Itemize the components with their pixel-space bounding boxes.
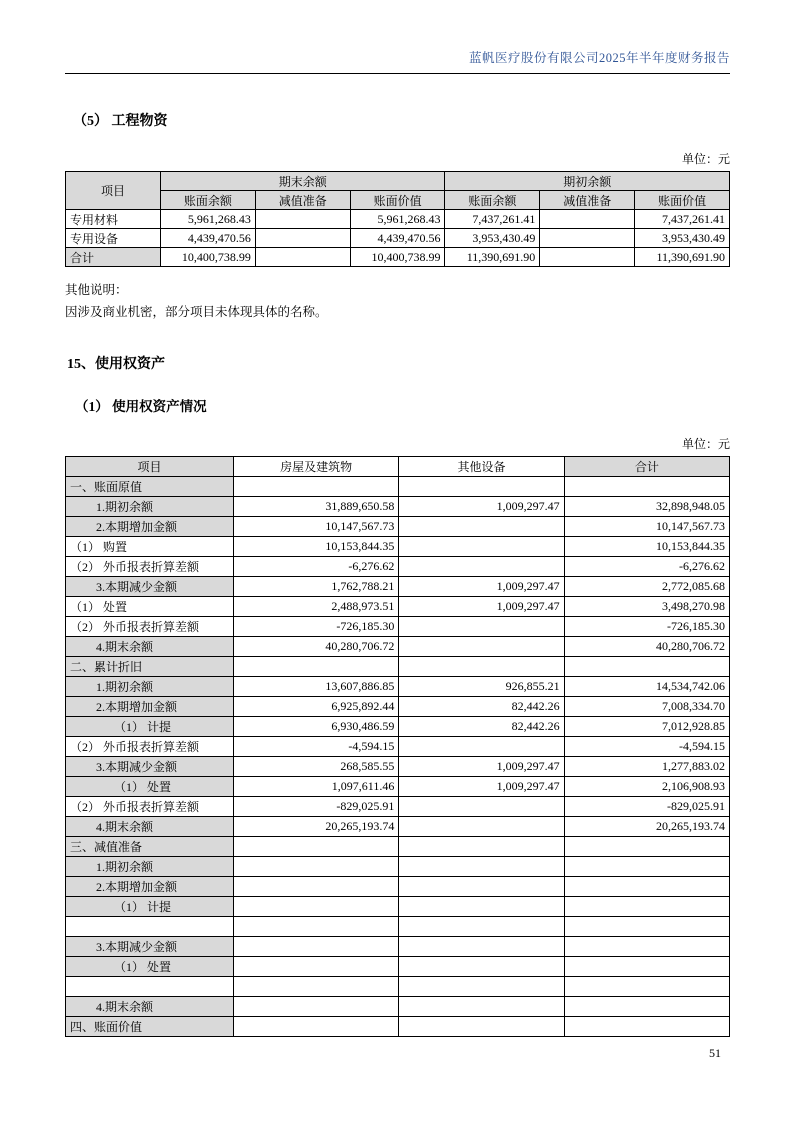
cell-value (255, 229, 350, 248)
cell-value (234, 1017, 399, 1037)
cell-value: 10,153,844.35 (564, 537, 729, 557)
table-row (66, 557, 730, 577)
table-row (66, 248, 730, 267)
cell-value (234, 837, 399, 857)
cell-value (234, 857, 399, 877)
row-label: （1） 处置 (66, 777, 234, 797)
row-label: 2.本期增加金额 (66, 697, 234, 717)
cell-value (399, 877, 564, 897)
table-header-row (66, 457, 730, 477)
table-header-row (66, 172, 730, 191)
cell-value: 1,009,297.47 (399, 577, 564, 597)
table-row (66, 837, 730, 857)
cell-value: 3,953,430.49 (445, 229, 540, 248)
table-row (66, 697, 730, 717)
cell-value (564, 857, 729, 877)
row-label: （1） 计提 (66, 897, 234, 917)
table-row (66, 657, 730, 677)
header-rule (65, 73, 730, 74)
cell-value (399, 957, 564, 977)
cell-value: 4,439,470.56 (161, 229, 256, 248)
row-label: 3.本期减少金额 (66, 937, 234, 957)
cell-value (564, 657, 729, 677)
row-label: （2） 外币报表折算差额 (66, 557, 234, 577)
cell-value: 4,439,470.56 (350, 229, 445, 248)
cell-value: -6,276.62 (234, 557, 399, 577)
cell-value: 1,277,883.02 (564, 757, 729, 777)
table-row (66, 477, 730, 497)
table-row (66, 717, 730, 737)
row-label: 二、累计折旧 (66, 657, 234, 677)
cell-value (399, 997, 564, 1017)
cell-value: -829,025.91 (564, 797, 729, 817)
cell-value: 11,390,691.90 (635, 248, 730, 267)
cell-value (399, 557, 564, 577)
cell-value (399, 537, 564, 557)
table-row (66, 957, 730, 977)
cell-value (234, 657, 399, 677)
table-row (66, 677, 730, 697)
cell-value (234, 877, 399, 897)
table-subheader-row (66, 191, 730, 210)
cell-value: 2,488,973.51 (234, 597, 399, 617)
table-row (66, 797, 730, 817)
table-row (66, 937, 730, 957)
row-label: （2） 外币报表折算差额 (66, 617, 234, 637)
row-label: 合计 (66, 248, 161, 267)
cell-value: 2,772,085.68 (564, 577, 729, 597)
cell-value (564, 897, 729, 917)
table-row (66, 1017, 730, 1037)
cell-value: 11,390,691.90 (445, 248, 540, 267)
row-label: 4.期末余额 (66, 637, 234, 657)
cell-value: 1,097,611.46 (234, 777, 399, 797)
cell-value (399, 817, 564, 837)
cell-value: 13,607,886.85 (234, 677, 399, 697)
cell-value: 82,442.26 (399, 717, 564, 737)
cell-value: -726,185.30 (564, 617, 729, 637)
cell-value: 1,009,297.47 (399, 497, 564, 517)
cell-value (564, 837, 729, 857)
construction-materials-table (65, 171, 730, 267)
table-row (66, 997, 730, 1017)
row-label: 专用材料 (66, 210, 161, 229)
other-notes-body: 因涉及商业机密，部分项目未体现具体的名称。 (65, 305, 328, 319)
col-header-book-balance: 账面余额 (161, 191, 256, 210)
cell-value (399, 917, 564, 937)
cell-value: 14,534,742.06 (564, 677, 729, 697)
cell-value: 10,400,738.99 (350, 248, 445, 267)
table-row (66, 757, 730, 777)
cell-value: 82,442.26 (399, 697, 564, 717)
row-label (66, 917, 234, 937)
cell-value (564, 917, 729, 937)
cell-value: 926,855.21 (399, 677, 564, 697)
col-group-beginning-balance: 期初余额 (445, 172, 730, 191)
cell-value: 7,437,261.41 (445, 210, 540, 229)
table-row (66, 737, 730, 757)
row-label: 4.期末余额 (66, 817, 234, 837)
section-title-right-of-use-assets: 15、使用权资产 (67, 357, 165, 372)
cell-value (540, 229, 635, 248)
cell-value (399, 517, 564, 537)
cell-value: 3,953,430.49 (635, 229, 730, 248)
table-row (66, 977, 730, 997)
table-row (66, 897, 730, 917)
table-row (66, 777, 730, 797)
cell-value (540, 248, 635, 267)
report-header-title: 蓝帆医疗股份有限公司2025年半年度财务报告 (468, 51, 730, 65)
row-label: （1） 处置 (66, 957, 234, 977)
cell-value: 10,147,567.73 (564, 517, 729, 537)
row-label: 三、减值准备 (66, 837, 234, 857)
cell-value (234, 957, 399, 977)
cell-value (564, 977, 729, 997)
cell-value (255, 210, 350, 229)
cell-value: 1,009,297.47 (399, 597, 564, 617)
cell-value (234, 977, 399, 997)
cell-value: 40,280,706.72 (564, 637, 729, 657)
col-group-ending-balance: 期末余额 (161, 172, 445, 191)
table-row (66, 537, 730, 557)
row-label: 4.期末余额 (66, 997, 234, 1017)
cell-value: -829,025.91 (234, 797, 399, 817)
other-notes-title: 其他说明： (65, 283, 128, 297)
section-title-construction-materials: （5） 工程物资 (73, 114, 168, 129)
cell-value: -6,276.62 (564, 557, 729, 577)
cell-value (564, 957, 729, 977)
cell-value (399, 897, 564, 917)
cell-value: 7,008,334.70 (564, 697, 729, 717)
cell-value (564, 477, 729, 497)
cell-value (399, 797, 564, 817)
row-label: （1） 处置 (66, 597, 234, 617)
cell-value (399, 937, 564, 957)
row-label: 1.期初余额 (66, 857, 234, 877)
col-header-item: 项目 (66, 172, 161, 210)
col-header-impairment: 减值准备 (255, 191, 350, 210)
col-header-item: 项目 (66, 457, 234, 477)
cell-value: 7,437,261.41 (635, 210, 730, 229)
row-label: （1） 购置 (66, 537, 234, 557)
unit-label: 单位：元 (681, 437, 730, 451)
row-label: 一、账面原值 (66, 477, 234, 497)
row-label: 3.本期减少金额 (66, 757, 234, 777)
cell-value (234, 917, 399, 937)
cell-value: 6,930,486.59 (234, 717, 399, 737)
table-row (66, 577, 730, 597)
table-row (66, 917, 730, 937)
cell-value (399, 477, 564, 497)
cell-value: 31,889,650.58 (234, 497, 399, 517)
cell-value (564, 877, 729, 897)
table-row (66, 637, 730, 657)
col-header-total: 合计 (564, 457, 729, 477)
subsection-title-rou-assets-detail: （1） 使用权资产情况 (75, 399, 207, 414)
cell-value: -4,594.15 (564, 737, 729, 757)
row-label (66, 977, 234, 997)
col-header-other-equipment: 其他设备 (399, 457, 564, 477)
cell-value (564, 937, 729, 957)
row-label: （1） 计提 (66, 717, 234, 737)
col-header-book-value: 账面价值 (635, 191, 730, 210)
row-label: （2） 外币报表折算差额 (66, 797, 234, 817)
row-label: 1.期初余额 (66, 677, 234, 697)
unit-label: 单位：元 (681, 152, 730, 166)
cell-value (399, 737, 564, 757)
table-row (66, 817, 730, 837)
cell-value: 10,147,567.73 (234, 517, 399, 537)
row-label: 1.期初余额 (66, 497, 234, 517)
cell-value (399, 977, 564, 997)
row-label: 2.本期增加金额 (66, 517, 234, 537)
cell-value (399, 837, 564, 857)
table-row (66, 517, 730, 537)
row-label: 四、账面价值 (66, 1017, 234, 1037)
cell-value (399, 657, 564, 677)
cell-value: 268,585.55 (234, 757, 399, 777)
col-header-book-value: 账面价值 (350, 191, 445, 210)
col-header-buildings: 房屋及建筑物 (234, 457, 399, 477)
cell-value: -4,594.15 (234, 737, 399, 757)
cell-value: 6,925,892.44 (234, 697, 399, 717)
cell-value (234, 897, 399, 917)
table-row (66, 210, 730, 229)
col-header-book-balance: 账面余额 (445, 191, 540, 210)
table-row (66, 877, 730, 897)
cell-value (399, 637, 564, 657)
row-label: 2.本期增加金额 (66, 877, 234, 897)
cell-value (255, 248, 350, 267)
cell-value (399, 617, 564, 637)
cell-value (234, 937, 399, 957)
row-label: 3.本期减少金额 (66, 577, 234, 597)
cell-value: 5,961,268.43 (350, 210, 445, 229)
page-number: 51 (709, 1046, 721, 1060)
col-header-impairment: 减值准备 (540, 191, 635, 210)
table-row (66, 597, 730, 617)
cell-value: 10,153,844.35 (234, 537, 399, 557)
cell-value: 7,012,928.85 (564, 717, 729, 737)
cell-value (540, 210, 635, 229)
right-of-use-assets-table (65, 456, 730, 1037)
cell-value (399, 1017, 564, 1037)
cell-value: 20,265,193.74 (234, 817, 399, 837)
cell-value (399, 857, 564, 877)
table-row (66, 497, 730, 517)
cell-value: 1,009,297.47 (399, 757, 564, 777)
cell-value: 1,762,788.21 (234, 577, 399, 597)
cell-value: 32,898,948.05 (564, 497, 729, 517)
table-row (66, 229, 730, 248)
cell-value (234, 477, 399, 497)
cell-value: -726,185.30 (234, 617, 399, 637)
cell-value: 10,400,738.99 (161, 248, 256, 267)
cell-value: 40,280,706.72 (234, 637, 399, 657)
table-row (66, 617, 730, 637)
cell-value (564, 1017, 729, 1037)
cell-value (234, 997, 399, 1017)
cell-value (564, 997, 729, 1017)
cell-value: 1,009,297.47 (399, 777, 564, 797)
row-label: （2） 外币报表折算差额 (66, 737, 234, 757)
cell-value: 2,106,908.93 (564, 777, 729, 797)
cell-value: 3,498,270.98 (564, 597, 729, 617)
page-content (65, 0, 730, 1061)
table-row (66, 857, 730, 877)
cell-value: 20,265,193.74 (564, 817, 729, 837)
row-label: 专用设备 (66, 229, 161, 248)
cell-value: 5,961,268.43 (161, 210, 256, 229)
